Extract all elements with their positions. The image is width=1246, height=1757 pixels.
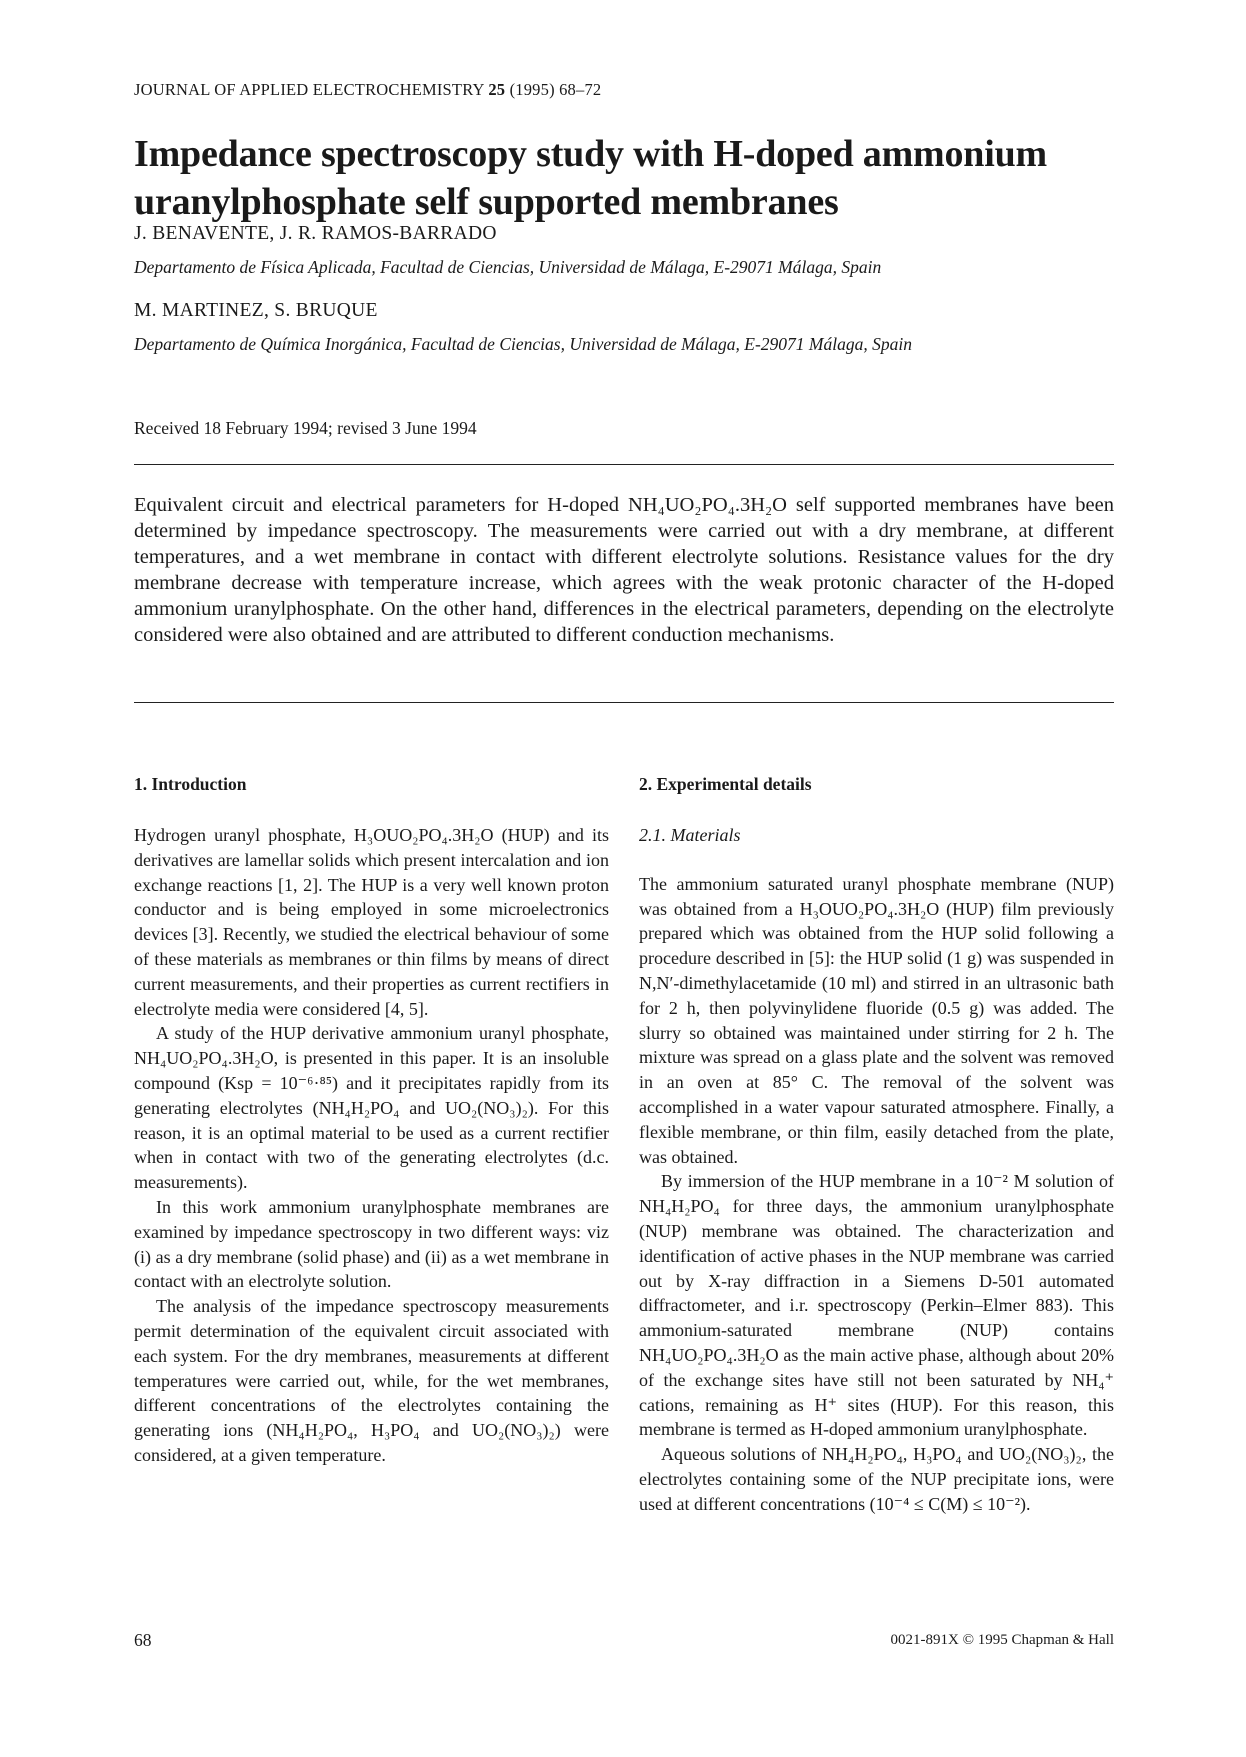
intro-paragraph: In this work ammonium uranylphosphate membranes are examined by impedance spectroscopy in two different ways: viz (i) as a dry membrane (solid phase) and (ii) as a wet membrane in contact with an electrolyte solution. [134, 1196, 609, 1292]
subsection-heading-materials: 2.1. Materials [639, 825, 741, 845]
copyright-notice: 0021-891X © 1995 Chapman & Hall [890, 1632, 1114, 1648]
materials-paragraph: By immersion of the HUP membrane in a 10⁻² M solution of NH₄H₂PO₄ for three days, the ammonium uranylphosphate (NUP) membrane was obtained. The characterization and identification of active phases in the NUP membrane was carried out by X-ray diffraction in a Siemens D-501 automated diffractometer, and i.r. spectroscopy (Perkin–Elmer 883). This ammonium-saturated membrane (NUP) contains NH₄UO₂PO₄.3H₂O as the main active phase, although about 20% of the exchange sites have still not been saturated by NH₄⁺ cations, remaining as H⁺ sites (HUP). For this reason, this membrane is termed as H-doped ammonium uranylphosphate. [639, 1171, 1114, 1440]
section-heading-experimental: 2. Experimental details [639, 774, 812, 794]
journal-header [134, 80, 601, 100]
intro-paragraph: The analysis of the impedance spectroscopy measurements permit determination of the equivalent circuit associated with each system. For the dry membranes, measurements at different temperatures were carried out, while, for the wet membranes, different concentrations of the electrolytes containing the generating ions (NH₄H₂PO₄, H₃PO₄ and UO₂(NO₃)₂) were considered, at a given temperature. [134, 1296, 609, 1465]
journal-year-pages: (1995) 68–72 [509, 80, 602, 99]
materials-paragraph: Aqueous solutions of NH₄H₂PO₄, H₃PO₄ and UO₂(NO₃)₂, the electrolytes containing some of the NUP precipitate ions, were used at different concentrations (10⁻⁴ ≤ C(M) ≤ 10⁻²). [639, 1444, 1114, 1514]
authors-group-1: J. BENAVENTE, J. R. RAMOS-BARRADO [134, 223, 497, 244]
paper-page [134, 0, 1114, 1757]
left-column [134, 772, 609, 1468]
divider-bottom [134, 702, 1114, 703]
journal-volume: 25 [488, 80, 506, 99]
authors-group-2: M. MARTINEZ, S. BRUQUE [134, 300, 378, 321]
journal-name: JOURNAL OF APPLIED ELECTROCHEMISTRY [134, 80, 485, 99]
divider-top [134, 464, 1114, 465]
intro-paragraph: Hydrogen uranyl phosphate, H₃OUO₂PO₄.3H₂O (HUP) and its derivatives are lamellar solids which present intercalation and ion exchange reactions [1, 2]. The HUP is a very well known proton conductor and is being employed in some microelectronics devices [3]. Recently, we studied the electrical behaviour of some of these materials as membranes or thin films by means of direct current measurements, and their properties as current rectifiers in electrolyte media were considered [4, 5]. [134, 825, 609, 1019]
affiliation-2: Departamento de Química Inorgánica, Facultad de Ciencias, Universidad de Málaga, E-29071 Málaga, Spain [134, 334, 912, 354]
page-number: 68 [134, 1630, 152, 1650]
affiliation-1: Departamento de Física Aplicada, Facultad de Ciencias, Universidad de Málaga, E-29071 Málaga, Spain [134, 257, 882, 277]
section-heading-introduction: 1. Introduction [134, 774, 247, 794]
received-dates: Received 18 February 1994; revised 3 June 1994 [134, 418, 477, 438]
right-column [639, 772, 1114, 1517]
materials-paragraph: The ammonium saturated uranyl phosphate membrane (NUP) was obtained from a H₃OUO₂PO₄.3H₂O (HUP) film previously prepared which was obtained from the HUP solid following a procedure described in [5]: the HUP solid (1 g) was suspended in N,N′-dimethylacetamide (10 ml) and stirred in an ultrasonic bath for 2 h, then polyvinylidene fluoride (0.5 g) was added. The slurry so obtained was maintained under stirring for 2 h. The mixture was spread on a glass plate and the solvent was removed in an oven at 85° C. The removal of the solvent was accomplished in a water vapour saturated atmosphere. Finally, a flexible membrane, or thin film, easily detached from the plate, was obtained. [639, 873, 1114, 1167]
intro-paragraph: A study of the HUP derivative ammonium uranyl phosphate, NH₄UO₂PO₄.3H₂O, is presented in this paper. It is an insoluble compound (Ksp = 10⁻⁶·⁸⁵) and it precipitates rapidly from its generating electrolytes (NH₄H₂PO₄ and UO₂(NO₃)₂). For this reason, it is an optimal material to be used as a current rectifier when in contact with two of the generating electrolytes (d.c. measurements). [134, 1023, 609, 1193]
abstract: Equivalent circuit and electrical parameters for H-doped NH₄UO₂PO₄.3H₂O self supported membranes have been determined by impedance spectroscopy. The measurements were carried out with a dry membrane, at different temperatures, and a wet membrane in contact with different electrolyte solutions. Resistance values for the dry membrane decrease with temperature increase, which agrees with the weak protonic character of the H-doped ammonium uranylphosphate. On the other hand, differences in the electrical parameters, depending on the electrolyte considered were also obtained and are attributed to different conduction mechanisms. [134, 494, 1114, 646]
paper-title: Impedance spectroscopy study with H-doped ammonium uranylphosphate self supported membranes [134, 133, 1047, 223]
